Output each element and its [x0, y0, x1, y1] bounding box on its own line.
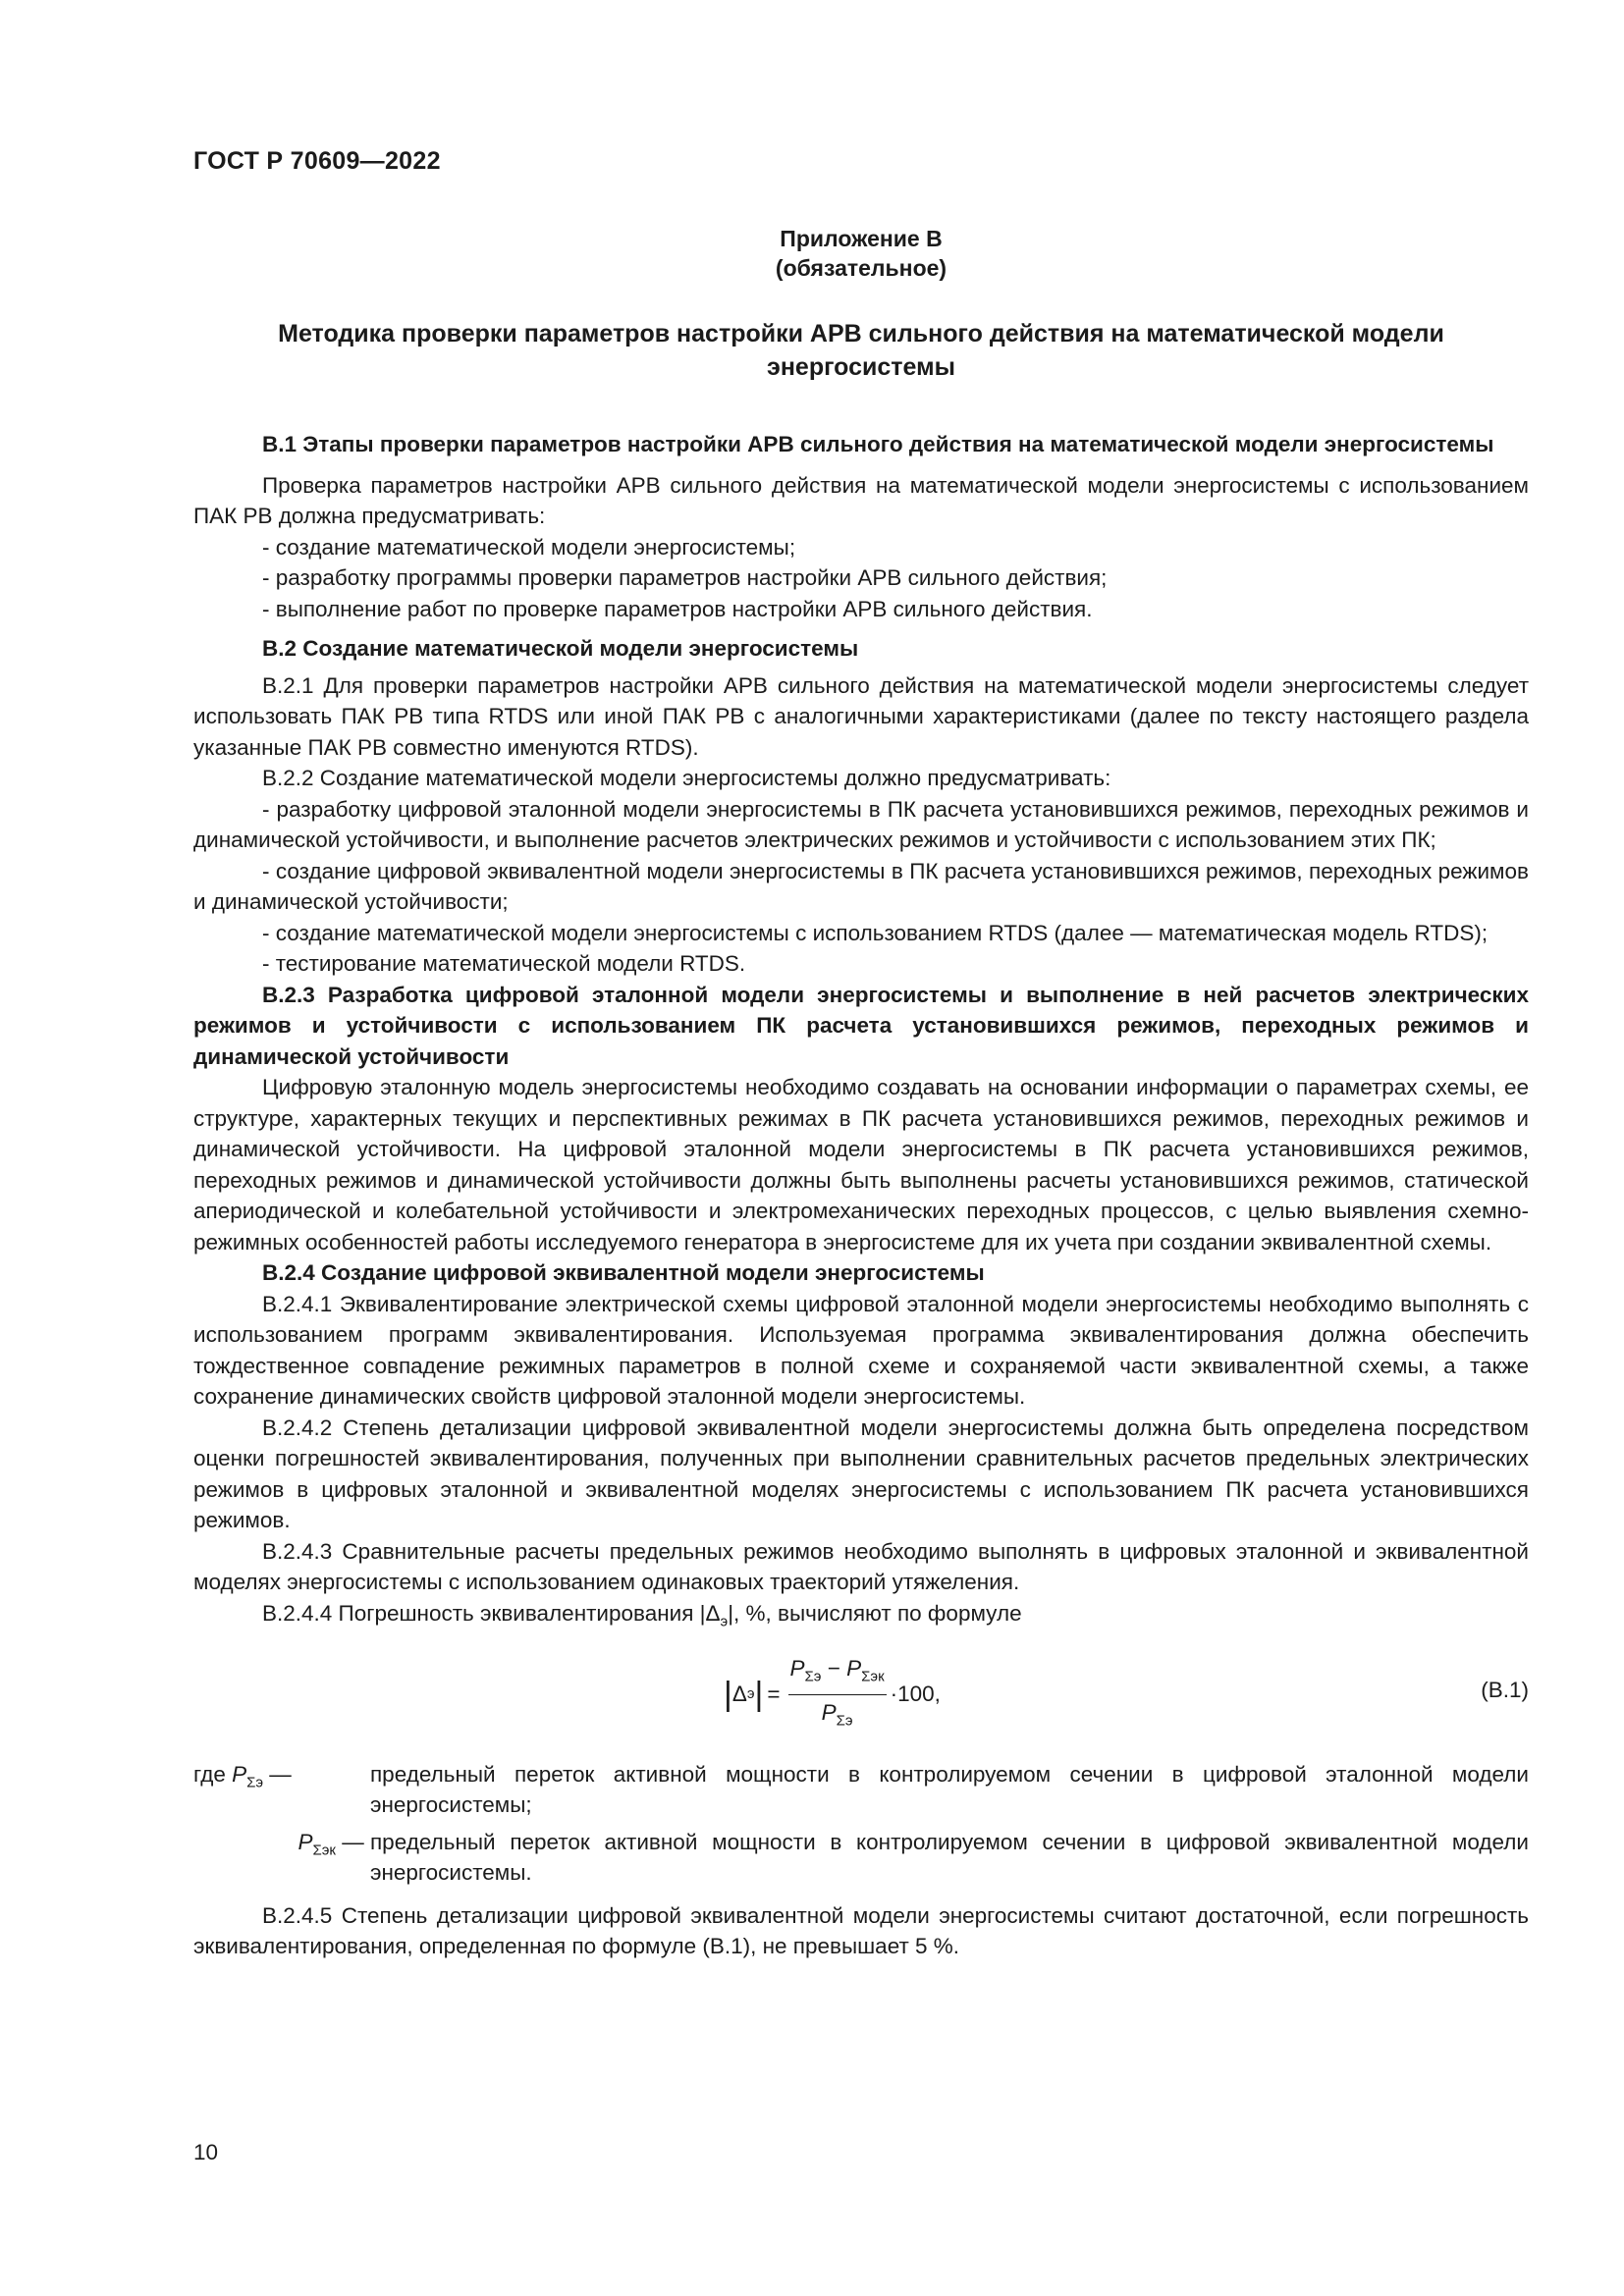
- where-description-1: предельный переток активной мощности в контролируемом сечении в цифровой эталонной модели энергосистемы;: [370, 1761, 1529, 1817]
- where-sym-sub: Σэ: [246, 1774, 264, 1790]
- where-sym-letter: P: [298, 1829, 313, 1854]
- list-item: - разработку цифровой эталонной модели энергосистемы в ПК расчета установившихся режимов, переходных режимов и динамической устойчивости, и выполнение расчетов электрических режимов и устойчивости с использованием этих ПК;: [193, 796, 1529, 852]
- document-id: ГОСТ Р 70609—2022: [193, 147, 441, 175]
- where-dash: —: [335, 1829, 364, 1854]
- formula-delta: Δ: [731, 1682, 747, 1707]
- formula-num-a: P: [789, 1655, 805, 1681]
- list-item: - выполнение работ по проверке параметров настройки АРВ сильного действия.: [262, 596, 1093, 621]
- clause-b242: В.2.4.2 Степень детализации цифровой эквивалентной модели энергосистемы должна быть определена посредством оценки погрешностей эквивалентирования, полученных при выполнении сравнительных расчетов предельных электрических режимов в цифровых эталонной и эквивалентной моделях энергосистемы с использованием ПК расчета установившихся режимов.: [193, 1415, 1529, 1532]
- appendix-heading: [193, 224, 1529, 283]
- formula-denominator: [822, 1695, 853, 1736]
- clause-b244-tail: |, %, вычисляют по формуле: [728, 1600, 1022, 1626]
- formula-b1: [193, 1653, 1529, 1737]
- equation-number: (В.1): [1481, 1677, 1529, 1702]
- formula-den-sub: Σэ: [836, 1712, 853, 1729]
- formula-minus: −: [821, 1655, 847, 1681]
- formula-equals: =: [767, 1682, 781, 1707]
- where-dash: —: [263, 1761, 292, 1787]
- body-text: [193, 429, 1529, 1962]
- formula-num-b: P: [846, 1655, 862, 1681]
- formula-numerator: [788, 1653, 887, 1695]
- where-block: [193, 1759, 1529, 1889]
- clause-b241: В.2.4.1 Эквивалентирование электрической схемы цифровой эталонной модели энергосистемы необходимо выполнять с использованием программ эквивалентирования. Используемая программа эквивалентирования должна обеспечить тождественное совпадение режимных параметров в полной схеме и сохраняемой части эквивалентной схемы, а также сохранение динамических свойств цифровой эталонной модели энергосистемы.: [193, 1291, 1529, 1409]
- section-b1-heading: В.1 Этапы проверки параметров настройки АРВ сильного действия на математической модели энергосистемы: [262, 432, 1494, 456]
- clause-b243: В.2.4.3 Сравнительные расчеты предельных режимов необходимо выполнять в цифровых эталонной и эквивалентной моделях энергосистемы с использованием одинаковых траекторий утяжеления.: [193, 1538, 1529, 1594]
- clause-b245: В.2.4.5 Степень детализации цифровой эквивалентной модели энергосистемы считают достаточной, если погрешность эквивалентирования, определенная по формуле (В.1), не превышает 5 %.: [193, 1902, 1529, 1958]
- abs-bar-left: |: [724, 1676, 732, 1713]
- where-sym-sub: Σэк: [312, 1842, 336, 1858]
- clause-b244: [193, 1598, 1529, 1637]
- list-item: - создание цифровой эквивалентной модели энергосистемы в ПК расчета установившихся режимов, переходных режимов и динамической устойчивости;: [193, 858, 1529, 914]
- clause-b244-sub: э: [720, 1613, 729, 1629]
- clause-b22: В.2.2 Создание математической модели энергосистемы должно предусматривать:: [262, 766, 1111, 790]
- main-title: Методика проверки параметров настройки АРВ сильного действия на математической модели энергосистемы: [278, 320, 1444, 381]
- section-b2-heading: В.2 Создание математической модели энергосистемы: [262, 636, 859, 661]
- section-b1-paragraph: Проверка параметров настройки АРВ сильного действия на математической модели энергосистемы с использованием ПАК РВ должна предусматривать:: [193, 472, 1529, 528]
- clause-b21: В.2.1 Для проверки параметров настройки АРВ сильного действия на математической модели энергосистемы следует использовать ПАК РВ типа RTDS или иной ПАК РВ с аналогичными характеристиками (далее по тексту настоящего раздела указанные ПАК РВ совместно именуются RTDS).: [193, 672, 1529, 760]
- where-sym-letter: P: [232, 1761, 247, 1787]
- where-row: [193, 1827, 1529, 1889]
- page-number: 10: [193, 2140, 219, 2164]
- formula-tail: ·100,: [890, 1682, 941, 1707]
- where-row: [193, 1759, 1529, 1821]
- where-prefix: где: [193, 1761, 233, 1787]
- clause-b23-heading: В.2.3 Разработка цифровой эталонной модели энергосистемы и выполнение в ней расчетов электрических режимов и устойчивости с использованием ПК расчета установившихся режимов, переходных режимов и динамической устойчивости: [193, 982, 1529, 1069]
- formula-expression: [724, 1653, 941, 1736]
- where-symbol-1: [193, 1759, 370, 1821]
- list-item: - тестирование математической модели RTDS.: [262, 951, 746, 976]
- formula-fraction: [788, 1653, 887, 1736]
- abs-bar-right: |: [754, 1676, 764, 1713]
- list-item: - создание математической модели энергосистемы;: [262, 534, 796, 560]
- formula-num-a-sub: Σэ: [804, 1668, 822, 1684]
- appendix-status: (обязательное): [775, 255, 947, 281]
- formula-num-b-sub: Σэк: [861, 1668, 885, 1684]
- appendix-title: Приложение В: [780, 226, 943, 251]
- list-item: - разработку программы проверки параметров настройки АРВ сильного действия;: [262, 565, 1108, 590]
- where-description-2: предельный переток активной мощности в контролируемом сечении в цифровой эквивалентной модели энергосистемы.: [370, 1829, 1529, 1885]
- formula-den: P: [821, 1699, 837, 1725]
- clause-b24-heading: В.2.4 Создание цифровой эквивалентной модели энергосистемы: [262, 1260, 985, 1285]
- clause-b23-paragraph: Цифровую эталонную модель энергосистемы необходимо создавать на основании информации о параметрах схемы, ее структуре, характерных текущих и перспективных режимах в ПК расчета установившихся режимов, переходных режимов и динамической устойчивости. На цифровой эталонной модели энергосистемы в ПК расчета установившихся режимов, переходных режимов и динамической устойчивости должны быть выполнены расчеты установившихся режимов, статической апериодической и колебательной устойчивости и электромеханических переходных процессов, с целью выявления схемно-режимных особенностей работы исследуемого генератора в энергосистеме для их учета при создании эквивалентной схемы.: [193, 1075, 1529, 1255]
- list-item: - создание математической модели энергосистемы с использованием RTDS (далее — математическая модель RTDS);: [262, 920, 1489, 945]
- where-symbol-2: [193, 1827, 370, 1889]
- clause-b244-text: В.2.4.4 Погрешность эквивалентирования |Δ: [262, 1600, 721, 1626]
- formula-delta-sub: э: [746, 1685, 755, 1703]
